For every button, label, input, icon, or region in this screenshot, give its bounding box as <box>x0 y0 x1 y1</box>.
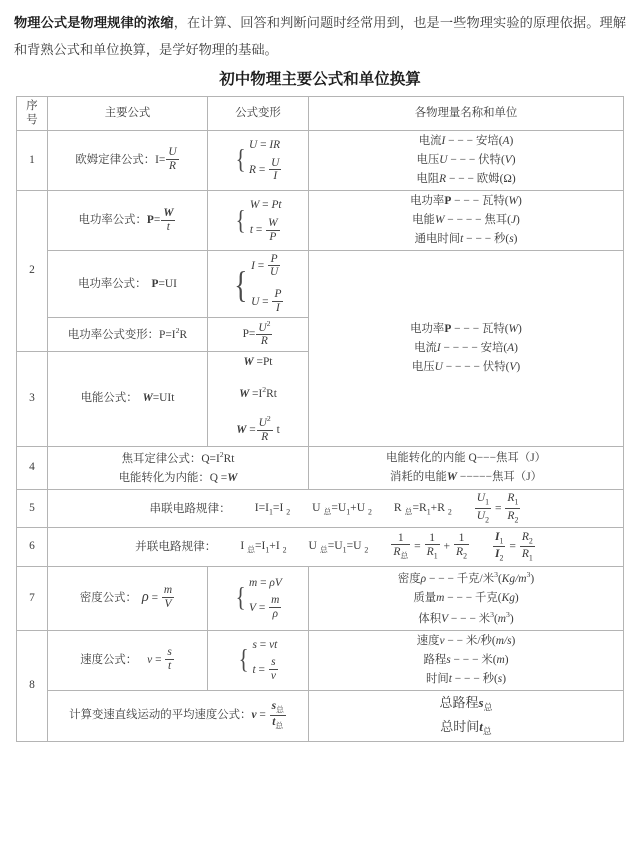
header-no <box>17 97 48 131</box>
row-variants: { m = ρV V = $\frac{m}{\rho}$ <box>208 566 309 630</box>
rule-item: R $_总=R_1+R$ $_2$ <box>393 501 452 517</box>
row-number: 8 <box>17 630 48 741</box>
row-units <box>309 630 624 690</box>
row-number: 3 <box>17 351 48 446</box>
unit-line: 电能W − − − − 焦耳(J) <box>412 214 520 227</box>
row-parallel-rules <box>48 528 624 566</box>
rule-item: $\frac{U_1}{U_2}$ = $\frac{R_1}{R_2}$ <box>476 491 519 524</box>
formula-line: 焦耳定律公式：$Q=I^2Rt$ <box>121 450 235 465</box>
header-main-formula: 主要公式 <box>48 97 208 131</box>
formula-label: 密度公式： <box>79 591 137 604</box>
row-number: 2 <box>17 190 48 351</box>
row-main-formula: 速度公式： v = $\frac{s}{t}$ <box>48 630 208 690</box>
table-row <box>17 447 624 490</box>
rule-item: I $_总=I_1+I$ $_2$ <box>240 539 287 555</box>
row-variants: { U = IR R = $\frac{U}{I}$ <box>208 130 309 190</box>
row-variants: { I = $\frac{P}{U}$ U = $\frac{P}{I}$ <box>208 251 309 318</box>
row-units <box>309 130 624 190</box>
row-main-formula: 计算变速直线运动的平均速度公式：v = $\frac{s_总}{t_总}$ <box>48 690 309 741</box>
row-variants: { W = Pt t = $\frac{W}{P}$ <box>208 190 309 250</box>
intro-rest: ，在计算、回答和判断问题时经常用到，也是一些物理实验的原理依据。理解和背熟公式和单位换算，是学好物理的基础。 <box>14 15 627 58</box>
row-main-formula: 欧姆定律公式：I= $\frac{U}{R}$ <box>48 130 208 190</box>
page-title: 初中物理主要公式和单位换算 <box>219 71 421 89</box>
rule-item: $I=I_1=I$ $_2$ <box>254 501 291 517</box>
rule-label: 串联电路规律： <box>149 501 231 515</box>
rule-item: $\frac{1}{R_总}$ = $\frac{1}{R_1}$ + $\frac{1}{R_2}$ <box>393 531 468 561</box>
formula-label: 计算变速直线运动的平均速度公式： <box>69 709 252 722</box>
table-row <box>17 490 624 528</box>
header-no-line1: 序 <box>26 100 38 113</box>
unit-line: 电功率P − − − 瓦特(W) <box>410 194 522 207</box>
row-number: 4 <box>17 447 48 490</box>
formula-label: 电功率公式： <box>78 214 147 227</box>
row-variants: W =Pt $W =I^2Rt$ W = $\frac{U^2}{R}$ t <box>208 351 309 446</box>
row-number: 5 <box>17 490 48 528</box>
row-units-merged <box>309 251 624 447</box>
formula-label: 电能公式： <box>80 392 138 405</box>
formula-line: 电能转化为内能：Q =W <box>118 471 238 484</box>
table-row <box>17 190 624 250</box>
unit-line: 路程s − − − 米(m) <box>423 653 509 666</box>
unit-line: 电压U − − − 伏特(V) <box>416 153 516 166</box>
table-row <box>17 130 624 190</box>
row-number: 1 <box>17 130 48 190</box>
row-units <box>309 690 624 741</box>
table-row <box>17 690 624 741</box>
row-number: 6 <box>17 528 48 566</box>
formula-label: 欧姆定律公式： <box>75 153 156 166</box>
table-row <box>17 251 624 318</box>
row-number: 7 <box>17 566 48 630</box>
header-variant: 公式变形 <box>208 97 309 131</box>
rule-item: U $_总=U_1+U$ $_2$ <box>312 501 372 517</box>
table-header-row <box>17 97 624 131</box>
formula-label: 电功率公式变形： <box>67 328 160 341</box>
rule-item: $\frac{I_1}{I_2}$ = $\frac{R_2}{R_1}$ <box>495 529 533 563</box>
table-row <box>17 630 624 690</box>
row-units <box>309 190 624 250</box>
unit-line: 总时间$t_总$ <box>440 718 492 737</box>
unit-line: 总路程$s_总$ <box>439 694 493 713</box>
unit-line: 电压U − − − − 伏特(V) <box>411 361 521 374</box>
unit-line: 电阻R − − − 欧姆(Ω) <box>416 172 516 185</box>
formula-label: 速度公式： <box>80 653 138 666</box>
unit-line: 体积V − − − 米$^3(m^3)$ <box>418 609 514 625</box>
unit-line: 电功率P − − − 瓦特(W) <box>410 322 522 335</box>
unit-line: 密度ρ − − − 千克/米$^3(Kg/m^3)$ <box>397 569 535 585</box>
row-main-formula: 电功率公式：P= $\frac{W}{t}$ <box>48 190 208 250</box>
unit-line: 速度v − − 米/秒(m/s) <box>416 634 516 647</box>
unit-line: 通电时间t − − − 秒(s) <box>414 233 518 246</box>
row-variants: { s = vt t = $\frac{s}{v}$ <box>208 630 309 690</box>
row-main-formula <box>48 447 309 490</box>
row-units <box>309 447 624 490</box>
row-main-formula: 密度公式： ρ = $\frac{m}{V}$ <box>48 566 208 630</box>
formula-label: 电功率公式： <box>78 277 147 290</box>
row-main-formula: 电功率公式变形：$P=I^2R$ <box>48 318 208 351</box>
intro-paragraph <box>0 0 640 63</box>
rule-item: U $_总=U_1=U$ $_2$ <box>308 539 369 555</box>
row-main-formula: 电功率公式： P=UI <box>48 251 208 318</box>
unit-line: 电能转化的内能 Q−−−焦耳（J） <box>385 451 547 464</box>
row-series-rules <box>48 490 624 528</box>
header-no-line2: 号 <box>26 114 38 127</box>
rule-label: 并联电路规律： <box>135 540 217 554</box>
header-units: 各物理量名称和单位 <box>309 97 624 131</box>
unit-line: 质量m − − − 千克(Kg) <box>413 591 519 604</box>
row-main-formula: 电能公式： W=UIt <box>48 351 208 446</box>
formula-table <box>16 96 624 741</box>
unit-line: 时间t − − − 秒(s) <box>425 672 507 685</box>
unit-line: 消耗的电能W −−−−−焦耳（J） <box>389 471 543 484</box>
row-units <box>309 566 624 630</box>
row-variants: P= $\frac{U^2}{R}$ <box>208 318 309 351</box>
unit-line: 电流I − − − 安培(A) <box>418 134 514 147</box>
table-row <box>17 566 624 630</box>
table-row <box>17 528 624 566</box>
intro-lead: 物理公式是物理规律的浓缩 <box>14 15 174 30</box>
unit-line: 电流I − − − − 安培(A) <box>414 342 518 355</box>
